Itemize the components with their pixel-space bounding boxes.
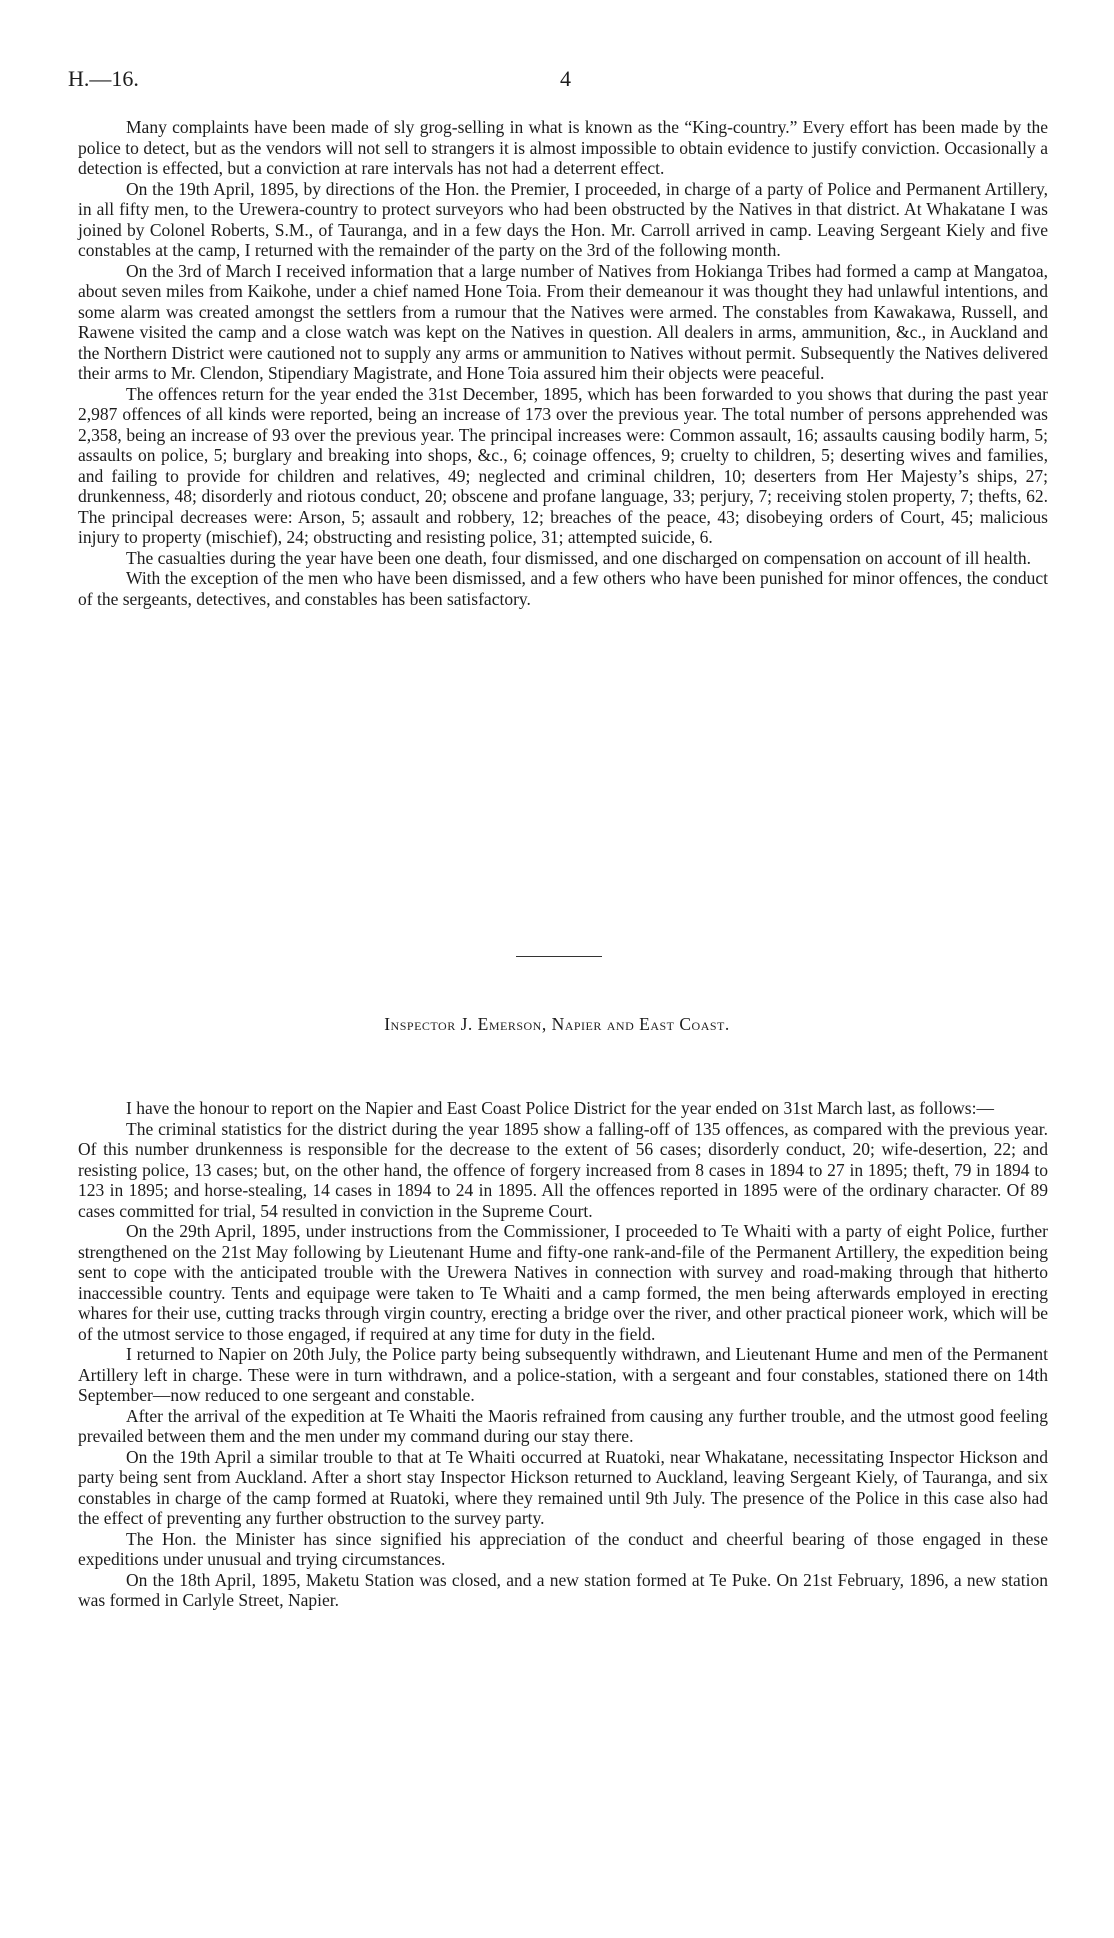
paragraph: On the 19th April, 1895, by directions of the Hon. the Premier, I proceeded, in charge of a party of Police and Permanent Artillery, in all fifty men, to the Urewera-country to protect surveyors who had been obstructed by the Natives in that district. At Whakatane I was joined by Colonel Roberts, S.M., of Tauranga, and in a few days the Hon. Mr. Carroll arrived in camp. Leaving Sergeant Kiely and five constables at the camp, I returned with the remainder of the party on the 3rd of the following month. [78, 178, 1048, 260]
paragraph: After the arrival of the expedition at Te Whaiti the Maoris refrained from causing any further trouble, and the utmost good feeling prevailed between them and the men under my command during our stay there. [78, 1405, 1048, 1446]
paragraph: On the 3rd of March I received information that a large number of Natives from Hokianga Tribes had formed a camp at Mangatoa, about seven miles from Kaikohe, under a chief named Hone Toia. From their demeanour it was thought they had unlawful intentions, and some alarm was created amongst the settlers from a rumour that the Natives were armed. The constables from Kawakawa, Russell, and Rawene visited the camp and a close watch was kept on the Natives in question. All dealers in arms, ammunition, &c., in Auckland and the Northern District were cautioned not to supply any arms or ammunition to Natives without permit. Subsequently the Natives delivered their arms to Mr. Clendon, Stipendiary Magistrate, and Hone Toia assured him their objects were peaceful. [78, 260, 1048, 383]
section-divider [516, 956, 602, 957]
paragraph: The Hon. the Minister has since signified his appreciation of the conduct and cheerful bearing of those engaged in these expeditions under unusual and trying circumstances. [78, 1528, 1048, 1569]
paragraph: The casualties during the year have been one death, four dismissed, and one discharged on compensation on account of ill health. [126, 547, 1032, 568]
page-number: 4 [560, 66, 571, 91]
paragraph: On the 18th April, 1895, Maketu Station was closed, and a new station formed at Te Puke. On 21st February, 1896, a new station was formed in Carlyle Street, Napier. [78, 1569, 1048, 1610]
document-reference: H.—16. [68, 66, 139, 91]
section-2-heading: Inspector J. Emerson, Napier and East Coast. [384, 1014, 730, 1034]
section-2-body [78, 1098, 1048, 1611]
paragraph: On the 29th April, 1895, under instructions from the Commissioner, I proceeded to Te Whaiti with a party of eight Police, further strengthened on the 21st May following by Lieutenant Hume and fifty-one rank-and-file of the Permanent Artillery, the expedition being sent to cope with the anticipated trouble with the Urewera Natives in connection with survey and road-making through that hitherto inaccessible country. Tents and equipage were taken to Te Whaiti and a camp formed, the men being afterwards employed in erecting whares for their use, cutting tracks through virgin country, erecting a bridge over the river, and other practical pioneer work, which will be of the utmost service to those engaged, if required at any time for duty in the field. [78, 1221, 1048, 1344]
paragraph: With the exception of the men who have been dismissed, and a few others who have been punished for minor offences, the conduct of the sergeants, detectives, and constables has been satisfactory. [78, 568, 1048, 609]
paragraph: I returned to Napier on 20th July, the Police party being subsequently withdrawn, and Lieutenant Hume and men of the Permanent Artillery left in charge. These were in turn withdrawn, and a police-station, with a sergeant and four constables, stationed there on 14th September—now reduced to one sergeant and constable. [78, 1344, 1048, 1405]
paragraph: The offences return for the year ended the 31st December, 1895, which has been forwarded to you shows that during the past year 2,987 offences of all kinds were reported, being an increase of 173 over the previous year. The total number of persons apprehended was 2,358, being an increase of 93 over the previous year. The principal increases were: Common assault, 16; assaults causing bodily harm, 5; assaults on police, 5; burglary and breaking into shops, &c., 6; coinage offences, 9; cruelty to children, 5; deserting wives and families, and failing to provide for children and relatives, 49; neglected and criminal children, 10; deserters from Her Majesty’s ships, 27; drunkenness, 48; disorderly and riotous conduct, 20; obscene and profane language, 33; perjury, 7; receiving stolen property, 7; thefts, 62. The principal decreases were: Arson, 5; assault and robbery, 12; breaches of the peace, 43; disobeying orders of Court, 45; malicious injury to property (mischief), 24; obstructing and resisting police, 31; attempted suicide, 6. [78, 383, 1048, 547]
section-1-body [78, 117, 1048, 609]
paragraph: Many complaints have been made of sly grog-selling in what is known as the “King-country.” Every effort has been made by the police to detect, but as the vendors will not sell to strangers it is almost impossible to obtain evidence to justify conviction. Occasionally a detection is effected, but a conviction at rare intervals has not had a deterrent effect. [78, 117, 1048, 178]
paragraph: I have the honour to report on the Napier and East Coast Police District for the year ended on 31st March last, as follows:— [126, 1098, 994, 1118]
paragraph: The criminal statistics for the district during the year 1895 show a falling-off of 135 offences, as compared with the previous year. Of this number drunkenness is responsible for the decrease to the extent of 56 cases; disorderly conduct, 20; wife-desertion, 22; and resisting police, 13 cases; but, on the other hand, the offence of forgery increased from 8 cases in 1894 to 27 in 1895; theft, 79 in 1894 to 123 in 1895; and horse-stealing, 14 cases in 1894 to 24 in 1895. All the offences reported in 1895 were of the ordinary character. Of 89 cases committed for trial, 54 resulted in conviction in the Supreme Court. [78, 1118, 1048, 1221]
paragraph: On the 19th April a similar trouble to that at Te Whaiti occurred at Ruatoki, near Whakatane, necessitating Inspector Hickson and party being sent from Auckland. After a short stay Inspector Hickson returned to Auckland, leaving Sergeant Kiely, of Tauranga, and six constables in charge of the camp formed at Ruatoki, where they remained until 9th July. The presence of the Police in this case also had the effect of preventing any further obstruction to the survey party. [78, 1446, 1048, 1528]
